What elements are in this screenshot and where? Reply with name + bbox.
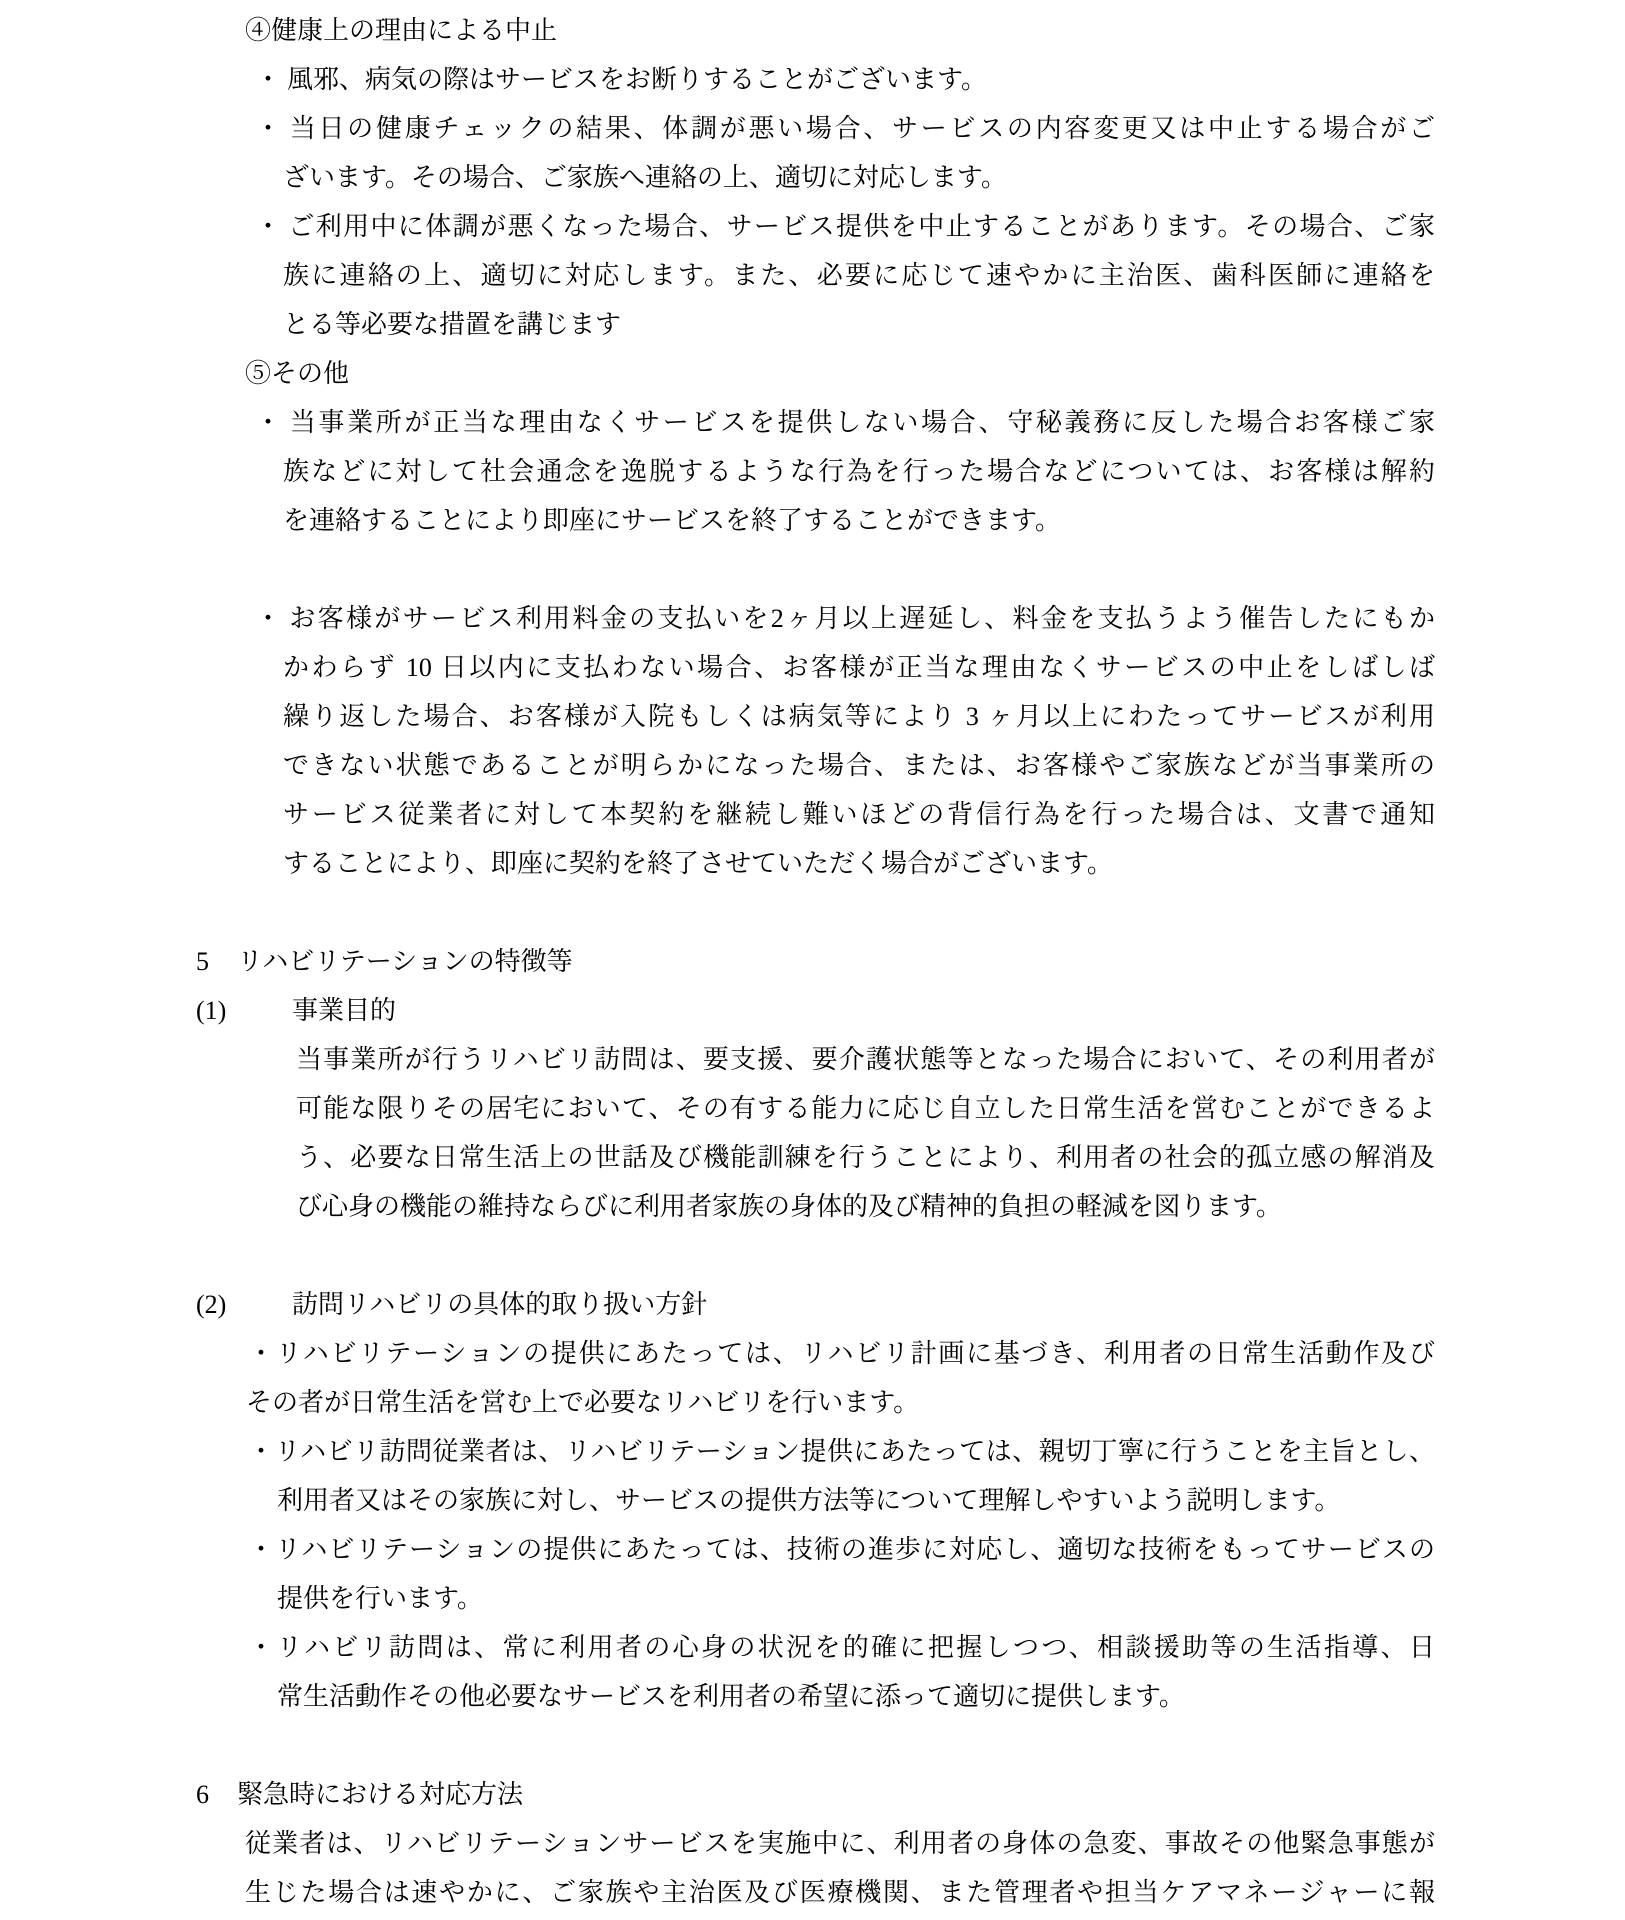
text-line — [255, 594, 1435, 643]
text-line — [196, 986, 1625, 1035]
text-line: ④健康上の理由による中止 — [245, 16, 558, 45]
bullet-icon: ・ — [255, 65, 282, 94]
text-line: を連絡することにより即座にサービスを終了することができます。 — [283, 506, 1061, 535]
text-line — [196, 1280, 1625, 1329]
section-title: 訪問リハビリの具体的取り扱い方針 — [292, 1290, 708, 1319]
blank-line — [0, 1721, 1625, 1770]
text-line: ・リハビリ訪問従業者は、リハビリテーション提供にあたっては、親切丁寧に行うことを主旨とし、 — [248, 1437, 1435, 1466]
text-line — [255, 104, 1435, 153]
text-line: 利用者又はその家族に対し、サービスの提供方法等について理解しやすいよう説明します。 — [277, 1486, 1341, 1515]
text-line: 提供を行います。 — [277, 1584, 483, 1613]
text-line: 生じた場合は速やかに、ご家族や主治医及び医療機関、また管理者や担当ケアマネージャーに報 — [245, 1878, 1435, 1907]
bullet-text: 当事業所が正当な理由なくサービスを提供しない場合、守秘義務に反した場合お客様ご家 — [287, 408, 1435, 437]
bullet-icon: ・ — [255, 604, 282, 633]
section-number: (2) — [196, 1290, 227, 1319]
text-line: その者が日常生活を営む上で必要なリハビリを行います。 — [246, 1388, 920, 1417]
text-line: び心身の機能の維持ならびに利用者家族の身体的及び精神的負担の軽減を図ります。 — [296, 1192, 1282, 1221]
text-line: 可能な限りその居宅において、その有する能力に応じ自立した日常生活を営むことができるよ — [296, 1094, 1435, 1123]
text-line: サービス従業者に対して本契約を継続し難いほどの背信行為を行った場合は、文書で通知 — [283, 800, 1435, 829]
text-line: ざいます。その場合、ご家族へ連絡の上、適切に対応します。 — [283, 163, 1007, 192]
text-line: 当事業所が行うリハビリ訪問は、要支援、要介護状態等となった場合において、その利用者が — [296, 1045, 1435, 1074]
text-line: 族に連絡の上、適切に対応します。また、必要に応じて速やかに主治医、歯科医師に連絡を — [283, 261, 1435, 290]
text-line — [196, 1770, 1625, 1819]
text-line: することにより、即座に契約を終了させていただく場合がございます。 — [283, 849, 1113, 878]
bullet-text: ご利用中に体調が悪くなった場合、サービス提供を中止することがあります。その場合、ご家 — [287, 212, 1435, 241]
text-line — [255, 398, 1435, 447]
bullet-text: 風邪、病気の際はサービスをお断りすることがございます。 — [287, 65, 987, 94]
text-line: ⑤その他 — [245, 359, 350, 388]
text-line: 族などに対して社会通念を逸脱するような行為を行った場合などについては、お客様は解約 — [283, 457, 1435, 486]
section-number: 5 — [196, 947, 209, 976]
text-line: う、必要な日常生活上の世話及び機能訓練を行うことにより、利用者の社会的孤立感の解消及 — [296, 1143, 1435, 1172]
text-line: 繰り返した場合、お客様が入院もしくは病気等により 3 ヶ月以上にわたってサービスが利用 — [283, 702, 1435, 731]
text-line: 常生活動作その他必要なサービスを利用者の希望に添って適切に提供します。 — [277, 1682, 1185, 1711]
bullet-text: お客様がサービス利用料金の支払いを2ヶ月以上遅延し、料金を支払うよう催告したにもか — [287, 604, 1435, 633]
blank-line — [0, 888, 1625, 937]
text-line — [196, 937, 1625, 986]
section-number: (1) — [196, 996, 227, 1025]
text-line: ・リハビリテーションの提供にあたっては、リハビリ計画に基づき、利用者の日常生活動作及び — [248, 1339, 1435, 1368]
text-line: ・リハビリ訪問は、常に利用者の心身の状況を的確に把握しつつ、相談援助等の生活指導、日 — [248, 1633, 1435, 1662]
blank-line — [0, 1231, 1625, 1280]
text-line: かわらず 10 日以内に支払わない場合、お客様が正当な理由なくサービスの中止をしばしば — [283, 653, 1435, 682]
bullet-icon: ・ — [255, 408, 282, 437]
text-line: ・リハビリテーションの提供にあたっては、技術の進歩に対応し、適切な技術をもってサービスの — [248, 1535, 1435, 1564]
text-line — [255, 202, 1435, 251]
section-title: リハビリテーションの特徴等 — [237, 947, 573, 976]
text-line: とる等必要な措置を講じます — [283, 310, 622, 339]
section-number: 6 — [196, 1780, 209, 1809]
bullet-text: 当日の健康チェックの結果、体調が悪い場合、サービスの内容変更又は中止する場合がご — [287, 114, 1435, 143]
section-title: 緊急時における対応方法 — [237, 1780, 524, 1809]
bullet-icon: ・ — [255, 114, 282, 143]
text-line: できない状態であることが明らかになった場合、または、お客様やご家族などが当事業所の — [283, 751, 1435, 780]
blank-line — [0, 545, 1625, 594]
section-title: 事業目的 — [292, 996, 397, 1025]
bullet-icon: ・ — [255, 212, 282, 241]
text-line — [255, 55, 1435, 104]
text-line: 従業者は、リハビリテーションサービスを実施中に、利用者の身体の急変、事故その他緊急事態が — [245, 1829, 1435, 1858]
